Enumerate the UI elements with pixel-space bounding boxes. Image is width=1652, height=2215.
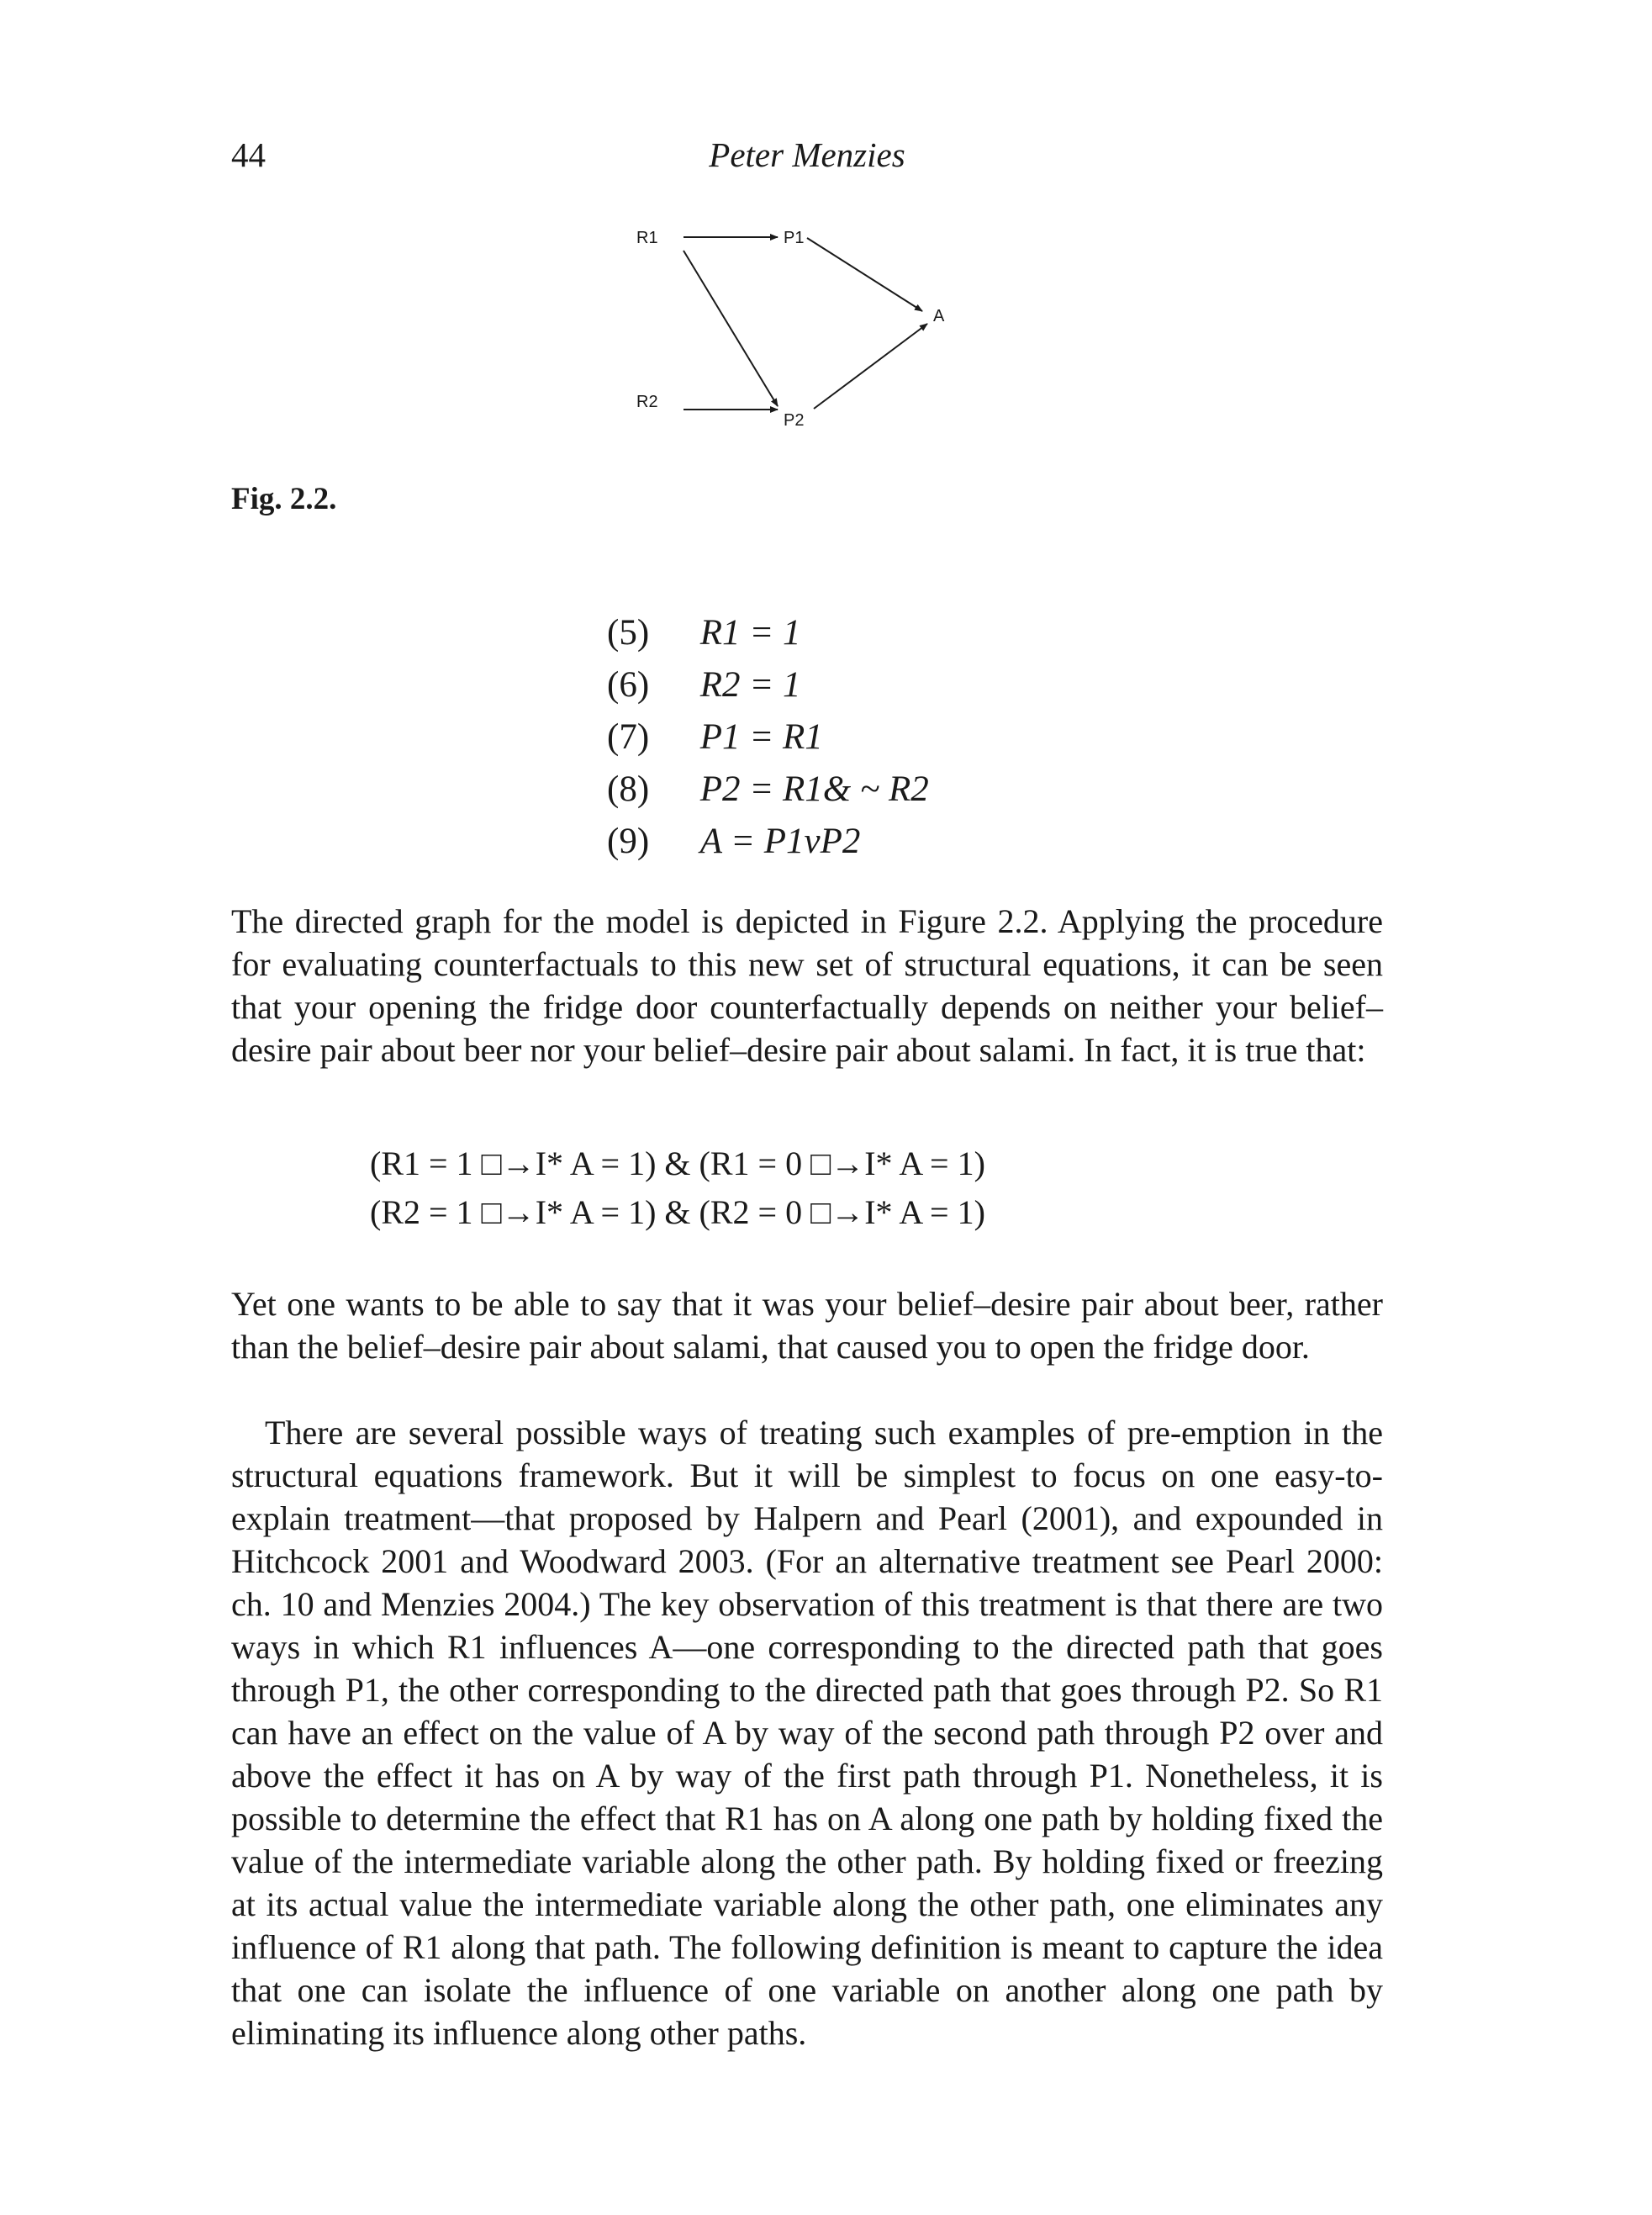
equation-number: (8): [607, 769, 650, 809]
equation-row: [607, 612, 929, 664]
edge-p2-a: [814, 324, 927, 409]
equation-expression: P1 = R1: [699, 717, 823, 757]
node-r2: R2: [636, 393, 658, 411]
equation-expression: A = P1vP2: [699, 822, 861, 861]
running-head: Peter Menzies: [709, 135, 905, 174]
node-p2: P2: [784, 411, 805, 430]
page-number: 44: [231, 135, 266, 174]
counterfactual-statements: [370, 1144, 985, 1241]
equation-expression: R2 = 1: [699, 665, 801, 705]
node-p1: P1: [784, 229, 805, 247]
equation-expression: P2 = R1& ~ R2: [699, 769, 929, 809]
equation-row: [607, 664, 929, 716]
paragraph-intro: The directed graph for the model is depicted in Figure 2.2. Applying the procedure for evaluating counterfactuals to this new set of structural equations, it can be seen that your opening the fridge door counterfactually depends on neither your belief–desire pair about beer nor your belief–desire pair about salami. In fact, it is true that:: [231, 902, 1383, 1069]
equation-number: (6): [607, 665, 650, 705]
paragraph-beer: Yet one wants to be able to say that it was your belief–desire pair about beer, rather than the belief–desire pair about salami, that caused you to open the fridge door.: [231, 1285, 1383, 1366]
equation-row: [607, 821, 929, 873]
counterfactual-line: (R2 = 1 □→I* A = 1) & (R2 = 0 □→I* A = 1): [370, 1193, 985, 1231]
equation-row: [607, 769, 929, 821]
structural-equations: [607, 612, 929, 873]
equation-expression: R1 = 1: [699, 613, 801, 653]
equation-number: (7): [607, 717, 650, 757]
equation-row: [607, 716, 929, 769]
figure-caption: Fig. 2.2.: [231, 482, 337, 516]
edge-r1-p2: [683, 251, 778, 406]
node-r1: R1: [636, 229, 658, 247]
node-a: A: [933, 307, 945, 325]
counterfactual-line: (R1 = 1 □→I* A = 1) & (R1 = 0 □→I* A = 1): [370, 1145, 985, 1182]
equation-number: (5): [607, 613, 650, 653]
paragraph-preemption: There are several possible ways of treating such examples of pre-emption in the structural equations framework. But it will be simplest to focus on one easy-to-explain treatment—that proposed by Halpern and Pearl (2001), and expounded in Hitchcock 2001 and Woodward 2003. (For an alternative treatment see Pearl 2000: ch. 10 and Menzies 2004.) The key observation of this treatment is that there are two ways in which R1 influences A—one corresponding to the directed path that goes through P1, the other corresponding to the directed path that goes through P2. So R1 can have an effect on the value of A by way of the second path through P2 over and above the effect it has on A by way of the first path through P1. Nonetheless, it is possible to determine the effect that R1 has on A along one path by holding fixed the value of the intermediate variable along the other path. By holding fixed or freezing at its actual value the intermediate variable along the other path, one eliminates any influence of R1 along that path. The following definition is meant to capture the idea that one can isolate the influence of one variable on another along one path by eliminating its influence along other paths.: [231, 1414, 1383, 2052]
causal-graph-figure: [0, 0, 1652, 505]
edge-p1-a: [807, 238, 922, 311]
equation-number: (9): [607, 822, 650, 861]
